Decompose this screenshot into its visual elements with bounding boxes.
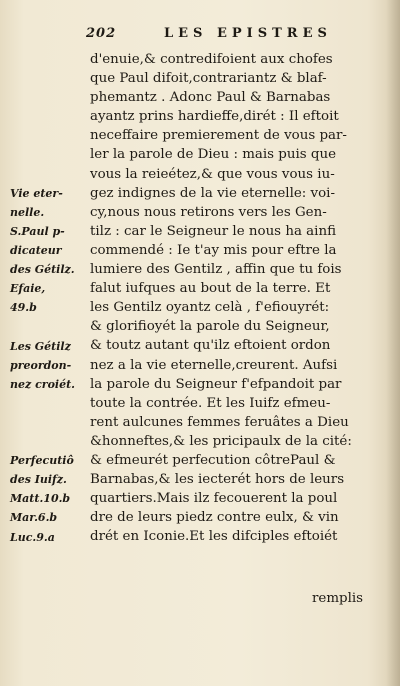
margin-note: S.Paul p- (10, 224, 65, 238)
text-line: phemantz . Adonc Paul & Barnabas (90, 90, 331, 106)
text-line: que Paul difoit,contrariantz & blaf- (90, 71, 327, 87)
text-line: & toutz autant qu'ilz eftoient ordon (90, 338, 331, 354)
running-head: LES EPISTRES (164, 26, 332, 41)
margin-note: dicateur (10, 244, 62, 257)
margin-note: Luc.9.a (10, 530, 55, 544)
text-line: falut iufques au bout de la terre. Et (90, 281, 331, 297)
text-line: commendé : Ie t'ay mis pour eftre la (90, 242, 337, 258)
margin-note: des Iuifz. (10, 473, 67, 487)
margin-note: nez croiét. (10, 377, 75, 391)
text-line: cy,nous nous retirons vers les Gen- (90, 204, 327, 220)
margin-note: nelle. (10, 205, 45, 219)
text-line: ayantz prins hardieffe,dirét : Il eftoit (90, 109, 339, 125)
text-line: les Gentilz oyantz celà , f'efiouyrét: (90, 300, 330, 316)
text-line: lumiere des Gentilz , affin que tu fois (90, 262, 342, 278)
margin-note: 49.b (10, 301, 37, 315)
body-text (90, 50, 386, 546)
margin-note: Efaie, (10, 282, 46, 296)
text-line: & glorifioyét la parole du Seigneur, (90, 319, 330, 335)
text-line: la parole du Seigneur f'efpandoit par (90, 376, 342, 392)
text-line: ler la parole de Dieu : mais puis que (90, 147, 337, 163)
page-number: 202 (86, 26, 117, 41)
margin-note: des Gétilz. (10, 263, 75, 277)
text-line: &honneftes,& les pricipaulx de la cité: (90, 433, 352, 449)
text-line: quartiers.Mais ilz fecouerent la poul (90, 491, 338, 507)
text-line: toute la contrée. Et les Iuifz efmeu- (90, 395, 331, 411)
page-gutter-shadow (386, 0, 400, 686)
margin-note: preordon- (10, 358, 72, 372)
margin-note: Matt.10.b (10, 492, 71, 506)
margin-note: Mar.6.b (10, 511, 58, 525)
text-line: Barnabas,& les iecterét hors de leurs (90, 472, 345, 488)
text-line: nez a la vie eternelle,creurent. Aufsi (90, 357, 338, 373)
catchword: remplis (312, 591, 364, 606)
margin-note: Vie eter- (10, 186, 63, 200)
text-line: drét en Iconie.Et les difciples eftoiét (90, 529, 338, 545)
text-line: & efmeurét perfecution côtrePaul & (90, 452, 336, 468)
text-line: neceffaire premierement de vous par- (90, 128, 347, 144)
text-line: rent aulcunes femmes feruâtes a Dieu (90, 414, 349, 430)
text-line: d'enuie,& contredifoient aux chofes (90, 52, 333, 67)
margin-note: Les Gétilz (10, 339, 71, 353)
text-line: dre de leurs piedz contre eulx, & vin (90, 510, 339, 526)
text-line: tilz : car le Seigneur le nous ha ainfi (90, 223, 337, 239)
page-header (86, 26, 376, 46)
margin-note: Perfecutiô (10, 454, 74, 468)
text-line: gez indignes de la vie eternelle: voi- (90, 185, 335, 201)
text-line: vous la reieétez,& que vous vous iu- (90, 166, 335, 182)
